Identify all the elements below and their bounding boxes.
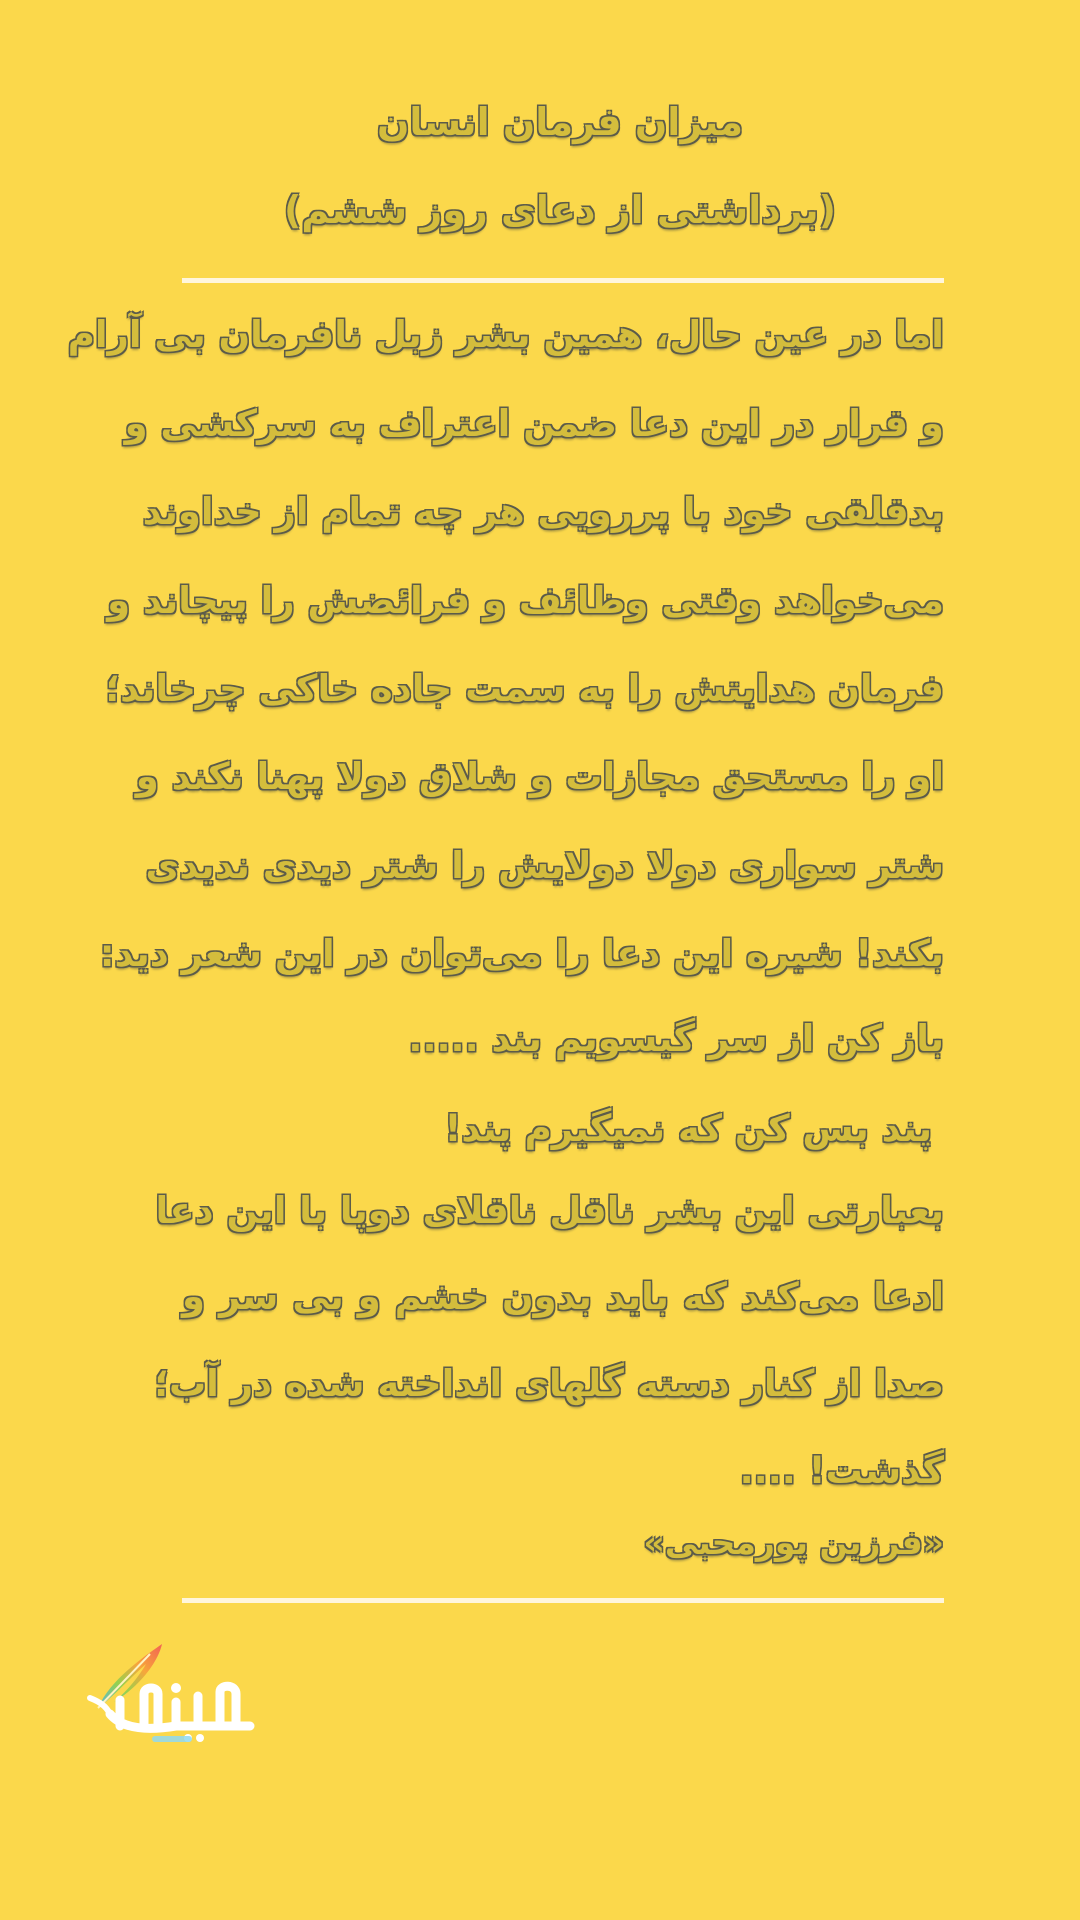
body-line: او را مستحق مجازات و شلاق دولا پهنا نکند و [135, 755, 944, 798]
body-line: بکند! شیره این دعا را می‌توان در این شعر دید: [99, 932, 944, 975]
poem-line: پند بس کن که نمیگیرم پند! [444, 1107, 932, 1150]
poem-line: باز کن از سر گیسویم بند ..... [408, 1017, 944, 1060]
page-title: میزان فرمان انسان [376, 100, 743, 144]
page-subtitle: (برداشتی از دعای روز ششم) [283, 188, 837, 232]
body-line: اما در عین حال، همین بشر زبل نافرمان بی آرام [67, 313, 944, 356]
body-line: گذشت! .... [739, 1449, 944, 1492]
body-line: شتر سواری دولا دولایش را شتر دیدی ندیدی [145, 844, 944, 887]
body-line: می‌خواهد وقتی وظائف و فرائضش را پیچاند و [107, 579, 944, 622]
body-line: صدا از کنار دسته گلهای انداخته شده در آب؛ [154, 1362, 944, 1405]
brand-logo [80, 1640, 260, 1760]
body-line: بعبارتی این بشر ناقل ناقلای دوپا با این دعا [155, 1189, 944, 1232]
top-divider [182, 278, 944, 283]
body-line: بدقلقی خود با پررویی هر چه تمام از خداوند [142, 490, 944, 533]
author-signature: «فرزین پورمحبی» [643, 1523, 944, 1562]
bottom-divider [182, 1598, 944, 1603]
body-line: فرمان هدایتش را به سمت جاده خاکی چرخاند؛ [105, 667, 944, 710]
body-line: ادعا می‌کند که باید بدون خشم و بی سر و [182, 1275, 944, 1318]
feather-quill-icon [80, 1640, 260, 1760]
body-line: و قرار در این دعا ضمن اعتراف به سرکشی و [124, 402, 944, 445]
